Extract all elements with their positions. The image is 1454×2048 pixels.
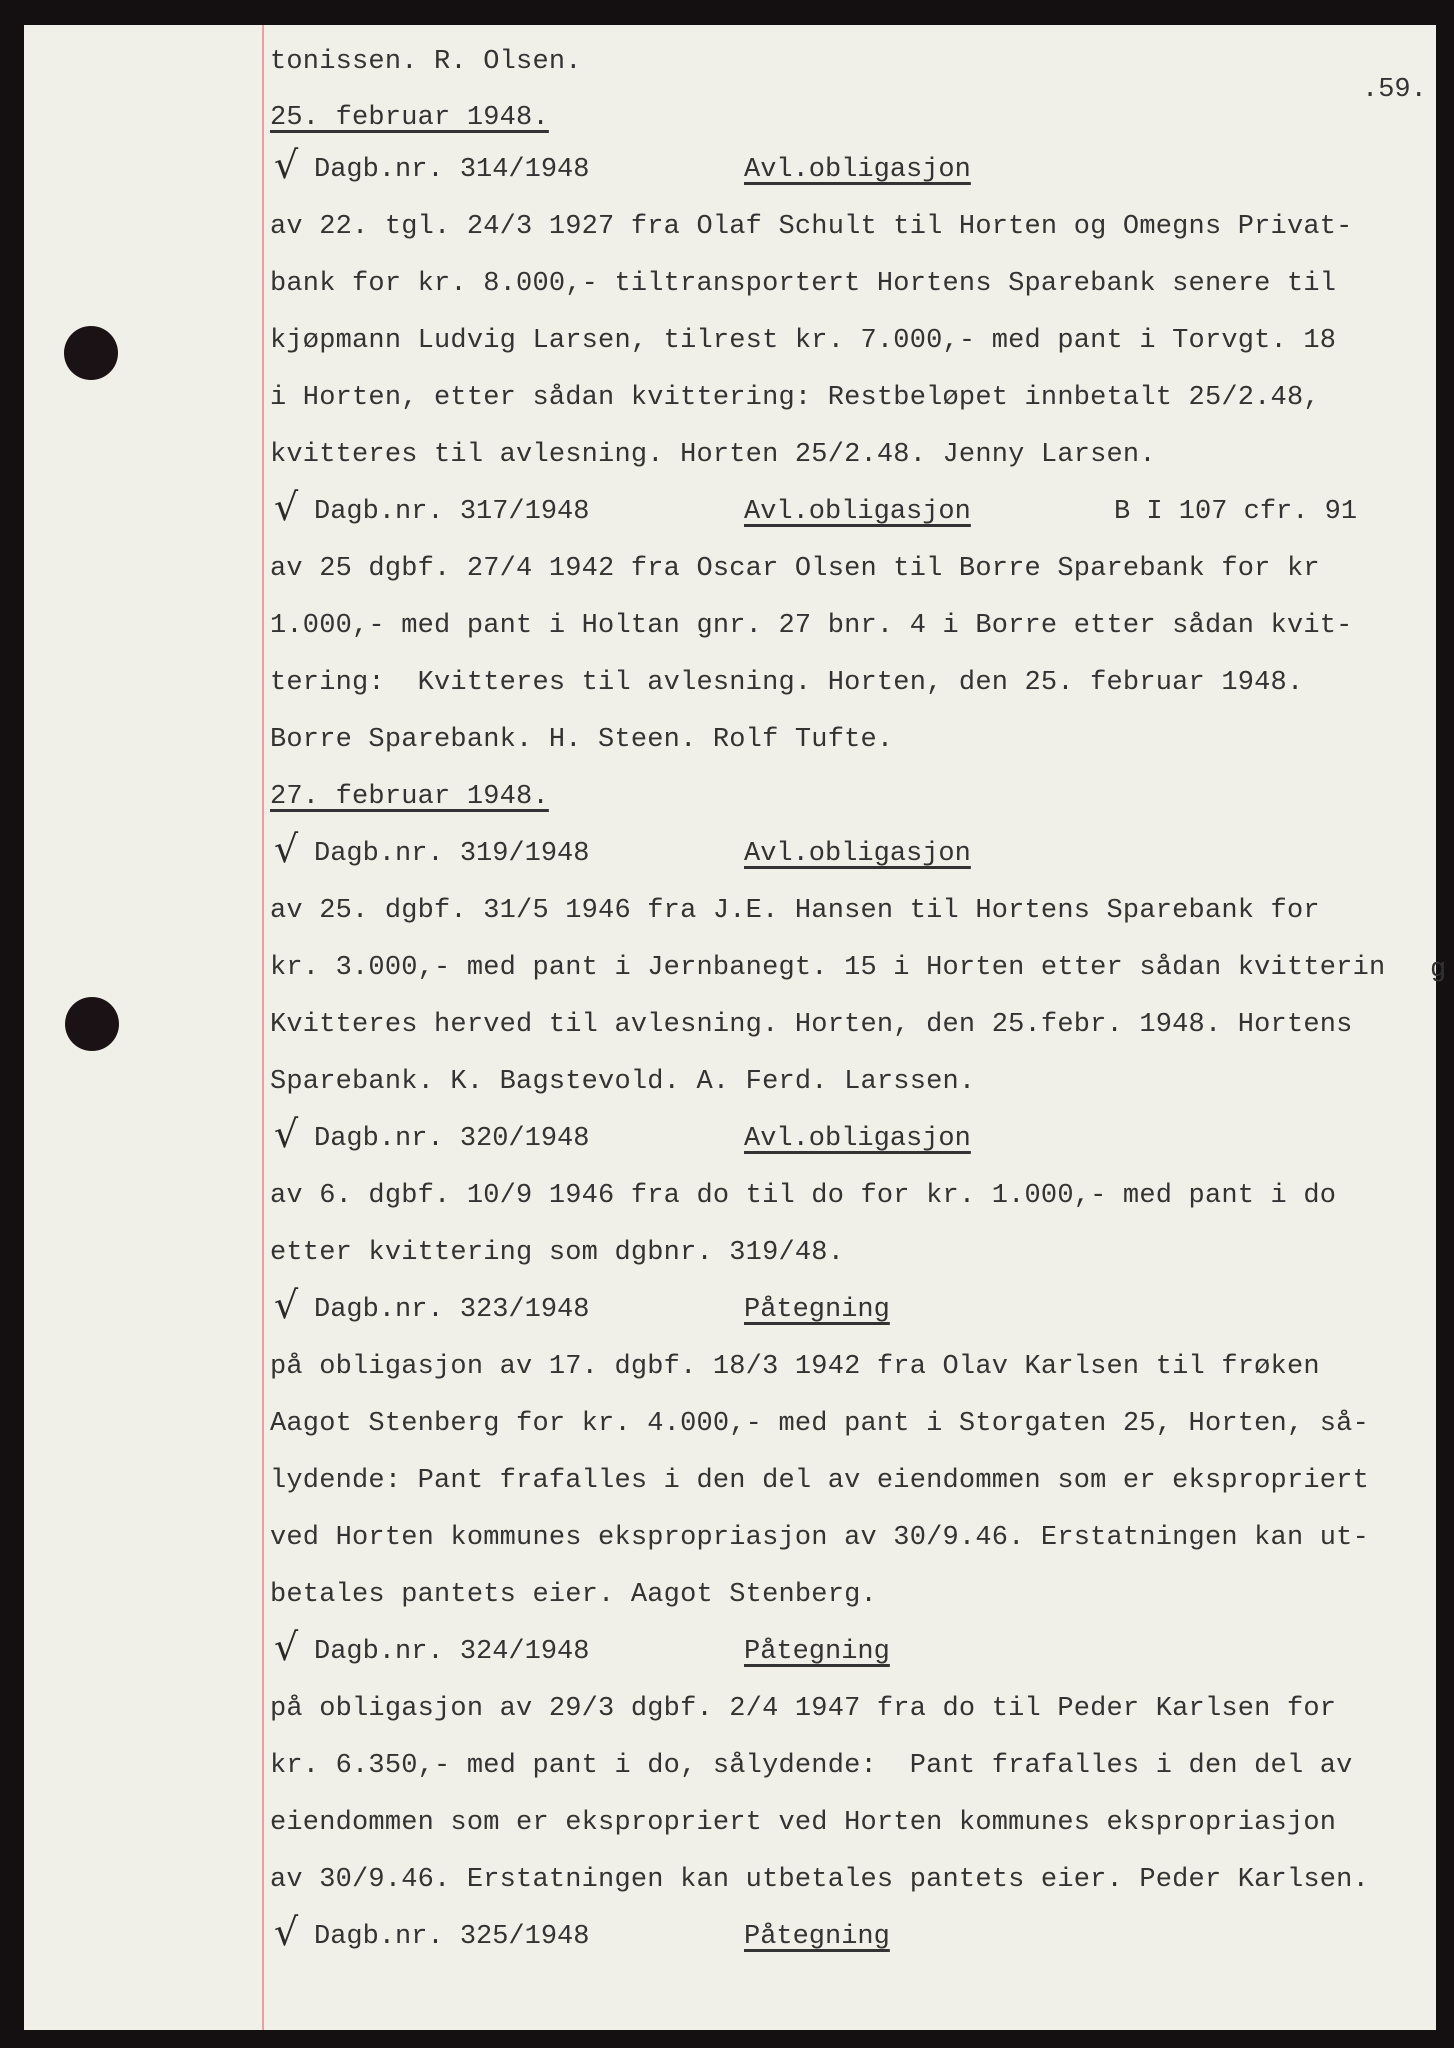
entry-line: 1.000,- med pant i Holtan gnr. 27 bnr. 4 i Borre etter sådan kvit- <box>270 611 1353 641</box>
entry-line: av 6. dgbf. 10/9 1946 fra do til do for kr. 1.000,- med pant i do <box>270 1181 1337 1211</box>
check-mark-icon: √ <box>274 1283 299 1327</box>
entry-line: Aagot Stenberg for kr. 4.000,- med pant i Storgaten 25, Horten, så- <box>270 1409 1369 1439</box>
entry-line: på obligasjon av 17. dgbf. 18/3 1942 fra Olav Karlsen til frøken <box>270 1352 1320 1382</box>
entry-line: Borre Sparebank. H. Steen. Rolf Tufte. <box>270 725 894 755</box>
entry-line: av 22. tgl. 24/3 1927 fra Olaf Schult til Horten og Omegns Privat- <box>270 212 1353 242</box>
entry-line: etter kvittering som dgbnr. 319/48. <box>270 1238 845 1268</box>
check-mark-icon: √ <box>274 827 299 871</box>
entry-line: kjøpmann Ludvig Larsen, tilrest kr. 7.000,- med pant i Torvgt. 18 <box>270 326 1337 356</box>
entry-line: ved Horten kommunes ekspropriasjon av 30/9.46. Erstatningen kan ut- <box>270 1523 1369 1553</box>
check-mark-icon: √ <box>274 1625 299 1669</box>
entry-number: Dagb.nr. 324/1948 <box>314 1637 590 1667</box>
entry-line: betales pantets eier. Aagot Stenberg. <box>270 1580 877 1610</box>
entry-reference: B I 107 cfr. 91 <box>1114 497 1358 527</box>
entry-number: Dagb.nr. 314/1948 <box>314 155 590 185</box>
overflow-character: g <box>1430 955 1447 985</box>
entry-type: Avl.obligasjon <box>744 497 971 527</box>
entry-line: Kvitteres herved til avlesning. Horten, den 25.febr. 1948. Hortens <box>270 1010 1353 1040</box>
entry-number: Dagb.nr. 317/1948 <box>314 497 590 527</box>
punch-hole <box>65 997 119 1051</box>
check-mark-icon: √ <box>274 1112 299 1156</box>
entry-line: av 25 dgbf. 27/4 1942 fra Oscar Olsen til Borre Sparebank for kr <box>270 554 1320 584</box>
entry-type: Avl.obligasjon <box>744 155 971 185</box>
entry-number: Dagb.nr. 323/1948 <box>314 1295 590 1325</box>
entry-number: Dagb.nr. 320/1948 <box>314 1124 590 1154</box>
entry-type: Påtegning <box>744 1637 890 1667</box>
entry-type: Påtegning <box>744 1922 890 1952</box>
entry-line: på obligasjon av 29/3 dgbf. 2/4 1947 fra do til Peder Karlsen for <box>270 1694 1337 1724</box>
continuation-text: tonissen. R. Olsen. <box>270 47 582 77</box>
entry-number: Dagb.nr. 325/1948 <box>314 1922 590 1952</box>
margin-rule <box>262 25 264 2030</box>
entry-line: eiendommen som er ekspropriert ved Horten kommunes ekspropriasjon <box>270 1808 1337 1838</box>
entry-line: kr. 3.000,- med pant i Jernbanegt. 15 i Horten etter sådan kvitterin <box>270 953 1386 983</box>
ledger-page <box>24 25 1447 2030</box>
page-number: .59. <box>1362 75 1427 105</box>
entry-line: i Horten, etter sådan kvittering: Restbeløpet innbetalt 25/2.48, <box>270 383 1320 413</box>
check-mark-icon: √ <box>274 1910 299 1954</box>
punch-hole <box>64 326 118 380</box>
entry-line: lydende: Pant frafalles i den del av eiendommen som er ekspropriert <box>270 1466 1369 1496</box>
check-mark-icon: √ <box>274 143 299 187</box>
entry-line: kvitteres til avlesning. Horten 25/2.48. Jenny Larsen. <box>270 440 1156 470</box>
entry-line: av 30/9.46. Erstatningen kan utbetales pantets eier. Peder Karlsen. <box>270 1865 1369 1895</box>
entry-type: Avl.obligasjon <box>744 1124 971 1154</box>
entry-line: tering: Kvitteres til avlesning. Horten, den 25. februar 1948. <box>270 668 1304 698</box>
check-mark-icon: √ <box>274 485 299 529</box>
entry-type: Avl.obligasjon <box>744 839 971 869</box>
section-date: 25. februar 1948. <box>270 103 549 133</box>
entry-line: Sparebank. K. Bagstevold. A. Ferd. Larssen. <box>270 1067 976 1097</box>
entry-type: Påtegning <box>744 1295 890 1325</box>
entry-line: kr. 6.350,- med pant i do, sålydende: Pant frafalles i den del av <box>270 1751 1353 1781</box>
entry-number: Dagb.nr. 319/1948 <box>314 839 590 869</box>
section-date: 27. februar 1948. <box>270 782 549 812</box>
entry-line: bank for kr. 8.000,- tiltransportert Hortens Sparebank senere til <box>270 269 1337 299</box>
entry-line: av 25. dgbf. 31/5 1946 fra J.E. Hansen til Hortens Sparebank for <box>270 896 1320 926</box>
